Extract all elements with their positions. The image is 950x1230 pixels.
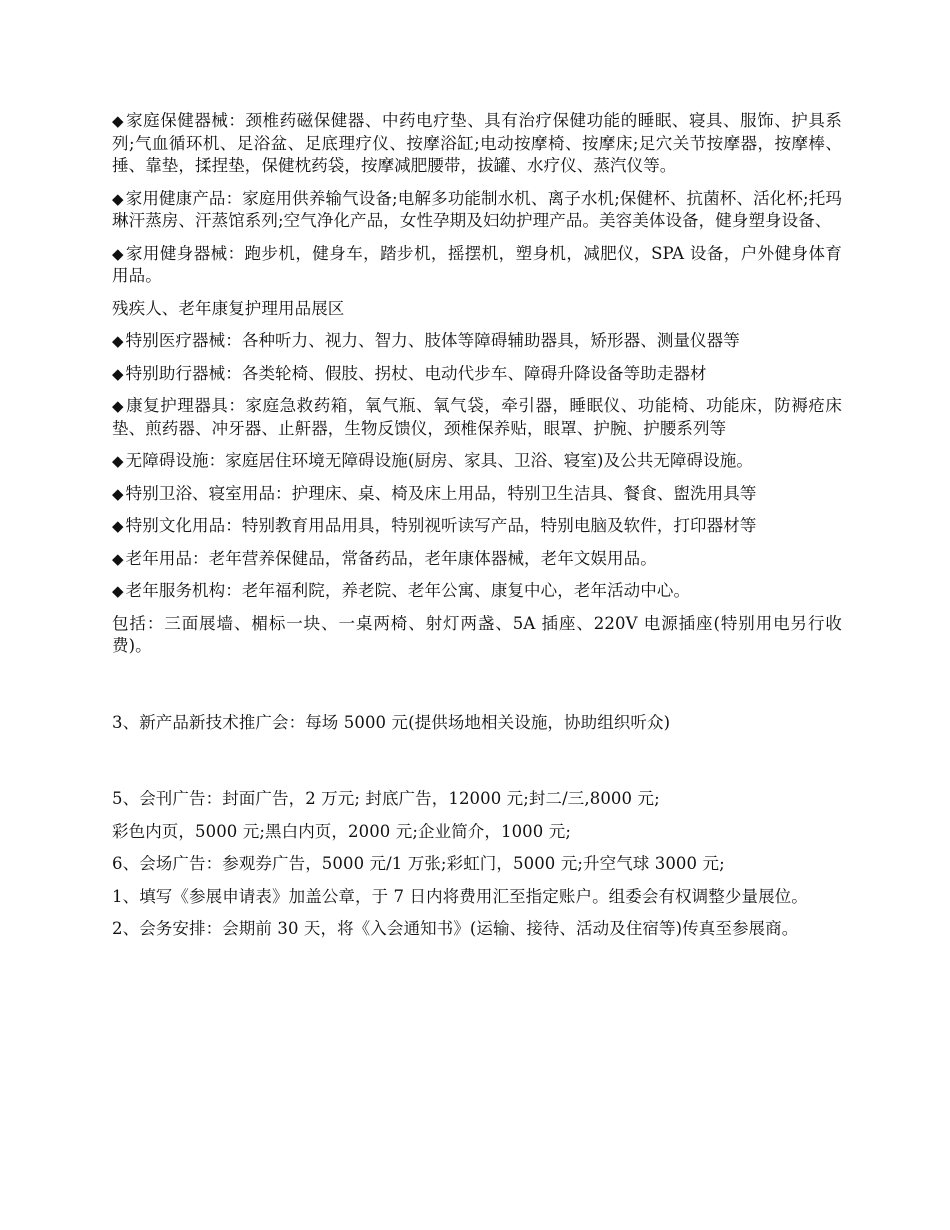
diamond-bullet-icon: ◆: [112, 332, 124, 350]
inner-page-ads: 彩色内页，5000 元;黑白内页，2000 元;企业简介，1000 元;: [112, 821, 571, 841]
diamond-bullet-icon: ◆: [112, 189, 124, 208]
procedure-step-2: 2、会务安排：会期前 30 天，将《入会通知书》(运输、接待、活动及住宿等)传真至参展商。: [112, 919, 799, 938]
blank-spacer: [112, 744, 842, 788]
diamond-bullet-icon: ◆: [112, 244, 124, 263]
diamond-bullet-icon: ◆: [112, 517, 124, 535]
venue-ads: 6、会场广告：参观券广告，5000 元/1 万张;彩虹门，5000 元;升空气球 3000 元;: [112, 854, 725, 873]
journal-ads: 5、会刊广告：封面广告，2 万元; 封底广告，12000 元;封二/三,8000 元;: [112, 789, 660, 808]
bullet-item-walking-aids: ◆ 特别助行器械：各类轮椅、假肢、拐杖、电动代步车、障碍升降设备等助走器材: [112, 363, 842, 386]
section-title: 残疾人、老年康复护理用品展区: [112, 298, 345, 318]
diamond-bullet-icon: ◆: [112, 112, 124, 130]
document-body: [112, 110, 842, 951]
bullet-item-rehab-nursing: ◆ 康复护理器具：家庭急救药箱，氧气瓶、氧气袋，牵引器，睡眠仪、功能椅、功能床，防褥疮床垫、煎药器、冲牙器、止鼾器，生物反馈仪，颈椎保养贴，眼罩、护腕、护腰系列等: [112, 396, 842, 438]
diamond-bullet-icon: ◆: [112, 364, 124, 383]
bullet-item-accessibility: ◆ 无障碍设施：家庭居住环境无障碍设施(厨房、家具、卫浴、寝室)及公共无障碍设施。: [112, 450, 842, 473]
promo-conference: 3、新产品新技术推广会：每场 5000 元(提供场地相关设施，协助组织听众): [112, 712, 671, 732]
procedure-step-1: 1、填写《参展申请表》加盖公章，于 7 日内将费用汇至指定账户。组委会有权调整少量展位。: [112, 886, 808, 906]
bullet-item-elderly-services: ◆ 老年服务机构：老年福利院，养老院、老年公寓、康复中心，老年活动中心。: [112, 580, 842, 603]
diamond-bullet-icon: ◆: [112, 549, 124, 568]
diamond-bullet-icon: ◆: [112, 397, 124, 415]
bullet-item-home-fitness: ◆ 家用健身器械：跑步机，健身车，踏步机，摇摆机，塑身机，减肥仪，SPA 设备，户外健身体育用品。: [112, 243, 842, 285]
booth-includes: 包括：三面展墙、楣标一块、一桌两椅、射灯两盏、5A 插座、220V 电源插座(特别用电另行收费)。: [112, 613, 842, 655]
bullet-item-elderly-products: ◆ 老年用品：老年营养保健品，常备药品，老年康体器械，老年文娱用品。: [112, 548, 842, 571]
bullet-item-medical-devices: ◆ 特别医疗器械：各种听力、视力、智力、肢体等障碍辅助器具，矫形器、测量仪器等: [112, 330, 842, 353]
diamond-bullet-icon: ◆: [112, 484, 124, 503]
bullet-item-home-health-products: ◆ 家用健康产品：家庭用供养输气设备;电解多功能制水机、离子水机;保健杯、抗菌杯、活化杯;托玛琳汗蒸房、汗蒸馆系列;空气净化产品，女性孕期及妇幼护理产品。美容美体设备，健身塑身设备、: [112, 188, 842, 230]
diamond-bullet-icon: ◆: [112, 582, 124, 600]
blank-spacer: [112, 668, 842, 712]
bullet-item-culture-supplies: ◆ 特别文化用品：特别教育用品用具，特别视听读写产品，特别电脑及软件，打印器材等: [112, 515, 842, 538]
bullet-item-home-health-equipment: ◆ 家庭保健器械：颈椎药磁保健器、中药电疗垫、具有治疗保健功能的睡眠、寝具、服饰、护具系列;气血循环机、足浴盆、足底理疗仪、按摩浴缸;电动按摩椅、按摩床;足穴关节按摩器，按摩棒、捶、靠垫，揉捏垫，保健枕药袋，按摩减肥腰带，拔罐、水疗仪、蒸汽仪等。: [112, 111, 842, 175]
bullet-item-bath-bedroom: ◆ 特别卫浴、寝室用品：护理床、桌、椅及床上用品，特别卫生洁具、餐食、盥洗用具等: [112, 483, 842, 506]
diamond-bullet-icon: ◆: [112, 452, 124, 470]
